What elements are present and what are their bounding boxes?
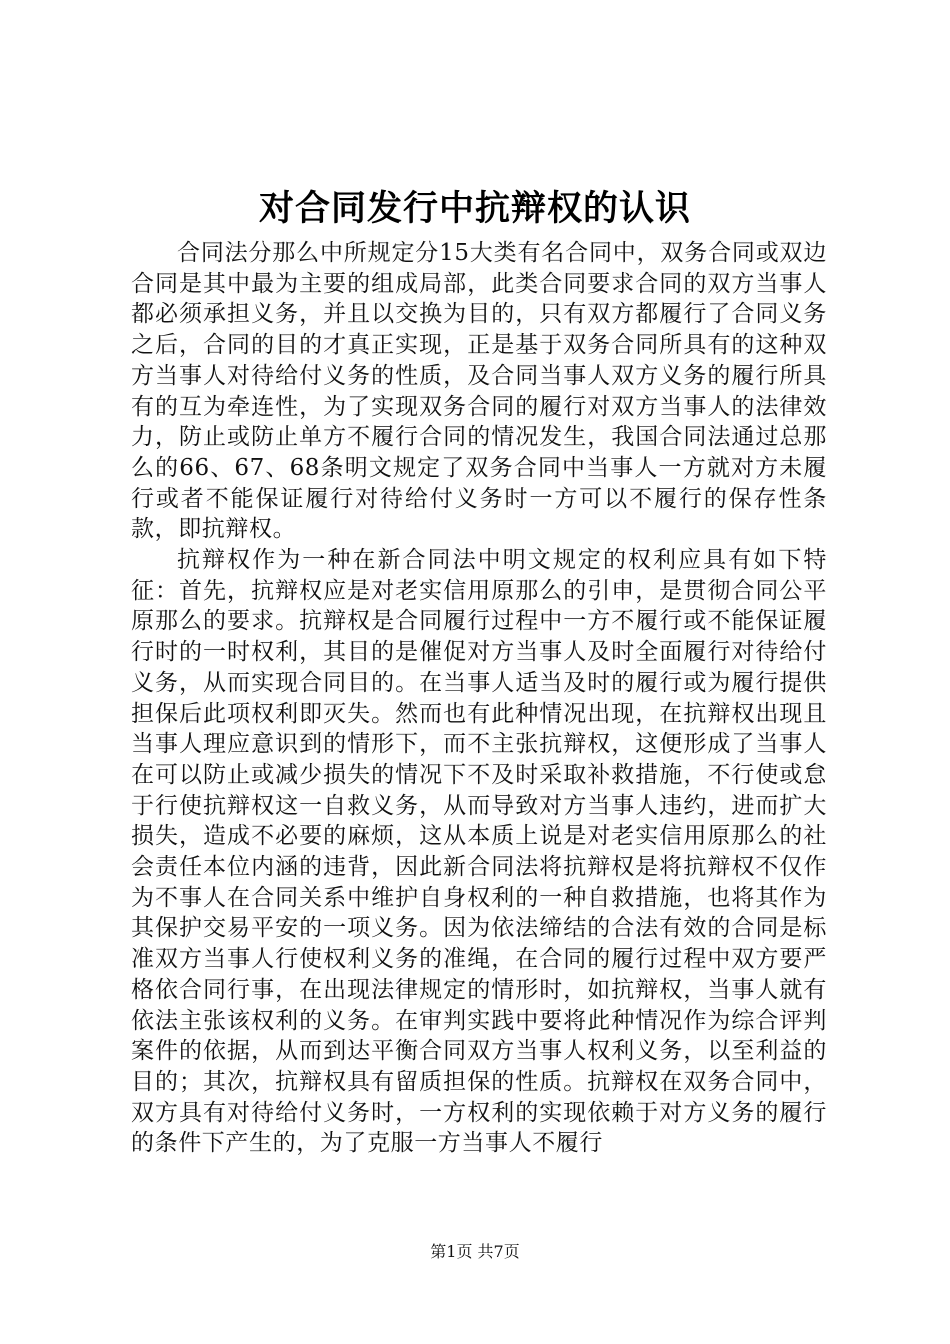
paragraph: 抗辩权作为一种在新合同法中明文规定的权利应具有如下特征：首先，抗辩权应是对老实信用原那么的引申，是贯彻合同公平原那么的要求。抗辩权是合同履行过程中一方不履行或不能保证履行时的一时权利，其目的是催促对方当事人及时全面履行对待给付义务，从而实现合同目的。在当事人适当及时的履行或为履行提供担保后此项权利即灭失。然而也有此种情况出现，在抗辩权出现且当事人理应意识到的情形下，而不主张抗辩权，这便形成了当事人在可以防止或减少损失的情况下不及时采取补救措施，不行使或怠于行使抗辩权这一自救义务，从而导致对方当事人违约，进而扩大损失，造成不必要的麻烦，这从本质上说是对老实信用原那么的社会责任本位内涵的违背，因此新合同法将抗辩权是将抗辩权不仅作为不事人在合同关系中维护自身权利的一种自救措施，也将其作为其保护交易平安的一项义务。因为依法缔结的合法有效的合同是标准双方当事人行使权利义务的准绳，在合同的履行过程中双方要严格依合同行事，在出现法律规定的情形时，如抗辩权，当事人就有依法主张该权利的义务。在审判实践中要将此种情况作为综合评判案件的依据，从而到达平衡合同双方当事人权利义务，以至利益的目的；其次，抗辩权具有留质担保的性质。抗辩权在双务合同中，双方具有对待给付义务时，一方权利的实现依赖于对方义务的履行的条件下产生的，为了克服一方当事人不履行 <box>131 547 827 1157</box>
page-number-footer: 第1页 共7页 <box>430 1242 520 1261</box>
document-title: 对合同发行中抗辩权的认识 <box>258 188 691 229</box>
paragraph: 合同法分那么中所规定分15大类有名合同中，双务合同或双边合同是其中最为主要的组成局部，此类合同要求合同的双方当事人都必须承担义务，并且以交换为目的，只有双方都履行了合同义务之后，合同的目的才真正实现，正是基于双务合同所具有的这种双方当事人对待给付义务的性质，及合同当事人双方义务的履行所具有的互为牵连性，为了实现双务合同的履行对双方当事人的法律效力，防止或防止单方不履行合同的情况发生，我国合同法通过总那么的66、67、68条明文规定了双务合同中当事人一方就对方未履行或者不能保证履行对待给付义务时一方可以不履行的保存性条款，即抗辩权。 <box>131 240 827 543</box>
document-body <box>131 238 827 1159</box>
